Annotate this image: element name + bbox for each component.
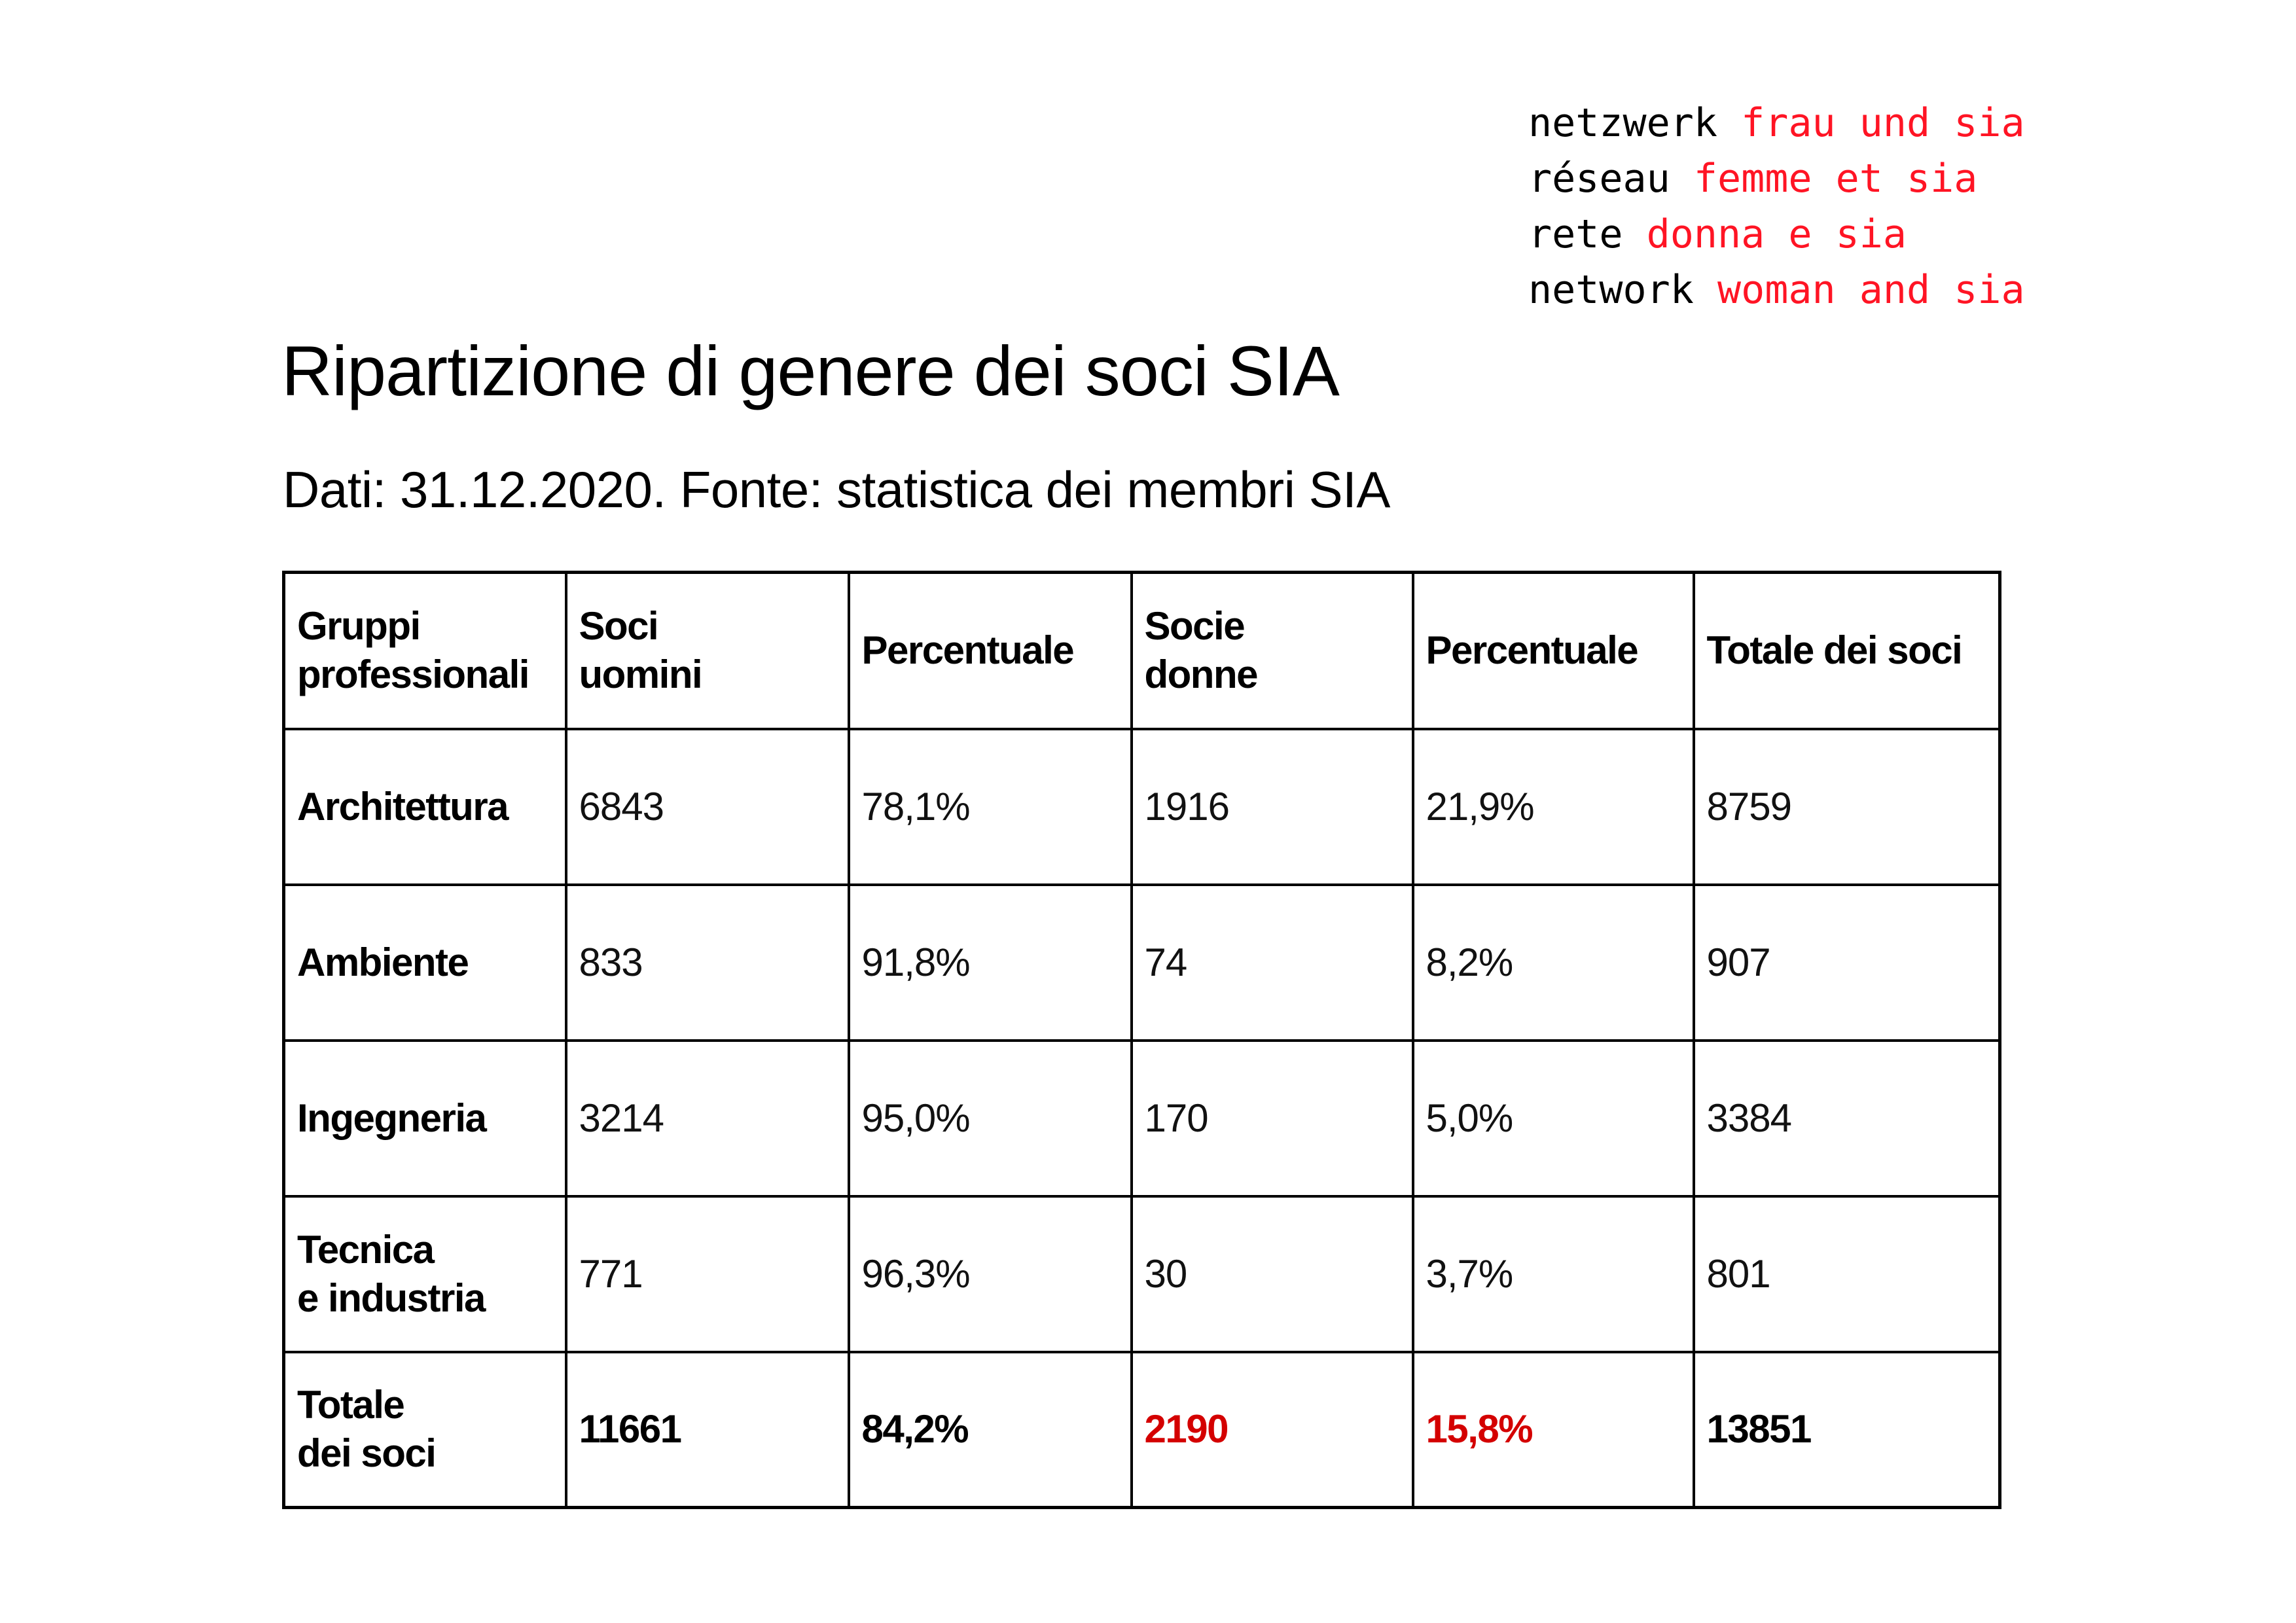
header-percentuale-donne: Percentuale <box>1413 573 1694 729</box>
table-row <box>284 1196 2000 1352</box>
gender-breakdown-table <box>282 571 2001 1509</box>
cell-women: 30 <box>1132 1196 1413 1352</box>
cell-men-pct: 96,3% <box>849 1196 1132 1352</box>
total-men-pct: 84,2% <box>849 1352 1132 1508</box>
page-subtitle: Dati: 31.12.2020. Fonte: statistica dei membri SIA <box>283 461 1390 518</box>
logo-line-en: network woman and sia <box>1528 267 2025 313</box>
total-women-pct: 15,8% <box>1413 1352 1694 1508</box>
cell-women: 74 <box>1132 885 1413 1041</box>
logo-line-fr: réseau femme et sia <box>1528 156 1978 202</box>
cell-men-pct: 95,0% <box>849 1041 1132 1196</box>
total-women: 2190 <box>1132 1352 1413 1508</box>
cell-total: 3384 <box>1694 1041 2000 1196</box>
cell-total: 801 <box>1694 1196 2000 1352</box>
table-row <box>284 885 2000 1041</box>
header-gruppi: Gruppi professionali <box>284 573 566 729</box>
cell-women-pct: 3,7% <box>1413 1196 1694 1352</box>
cell-men: 771 <box>566 1196 849 1352</box>
cell-women: 170 <box>1132 1041 1413 1196</box>
cell-total: 907 <box>1694 885 2000 1041</box>
logo-line-it: rete donna e sia <box>1528 211 1907 257</box>
network-logo <box>1528 96 2025 318</box>
cell-men: 6843 <box>566 729 849 885</box>
cell-women: 1916 <box>1132 729 1413 885</box>
header-percentuale-uomini: Percentuale <box>849 573 1132 729</box>
cell-men-pct: 91,8% <box>849 885 1132 1041</box>
row-group-label: Ingegneria <box>284 1041 566 1196</box>
row-group-label: Ambiente <box>284 885 566 1041</box>
logo-line-de: netzwerk frau und sia <box>1528 100 2025 146</box>
total-row-label: Totale dei soci <box>284 1352 566 1508</box>
total-men: 11661 <box>566 1352 849 1508</box>
cell-men: 3214 <box>566 1041 849 1196</box>
membership-table <box>282 571 2001 1509</box>
table-row <box>284 1041 2000 1196</box>
page-title: Ripartizione di genere dei soci SIA <box>281 331 1339 410</box>
row-group-label: Architettura <box>284 729 566 885</box>
cell-total: 8759 <box>1694 729 2000 885</box>
cell-women-pct: 8,2% <box>1413 885 1694 1041</box>
cell-women-pct: 5,0% <box>1413 1041 1694 1196</box>
header-totale: Totale dei soci <box>1694 573 2000 729</box>
total-all: 13851 <box>1694 1352 2000 1508</box>
table-total-row <box>284 1352 2000 1508</box>
cell-men: 833 <box>566 885 849 1041</box>
row-group-label: Tecnica e industria <box>284 1196 566 1352</box>
cell-men-pct: 78,1% <box>849 729 1132 885</box>
table-header-row <box>284 573 2000 729</box>
header-soci-uomini: Soci uomini <box>566 573 849 729</box>
cell-women-pct: 21,9% <box>1413 729 1694 885</box>
table-row <box>284 729 2000 885</box>
header-socie-donne: Socie donne <box>1132 573 1413 729</box>
